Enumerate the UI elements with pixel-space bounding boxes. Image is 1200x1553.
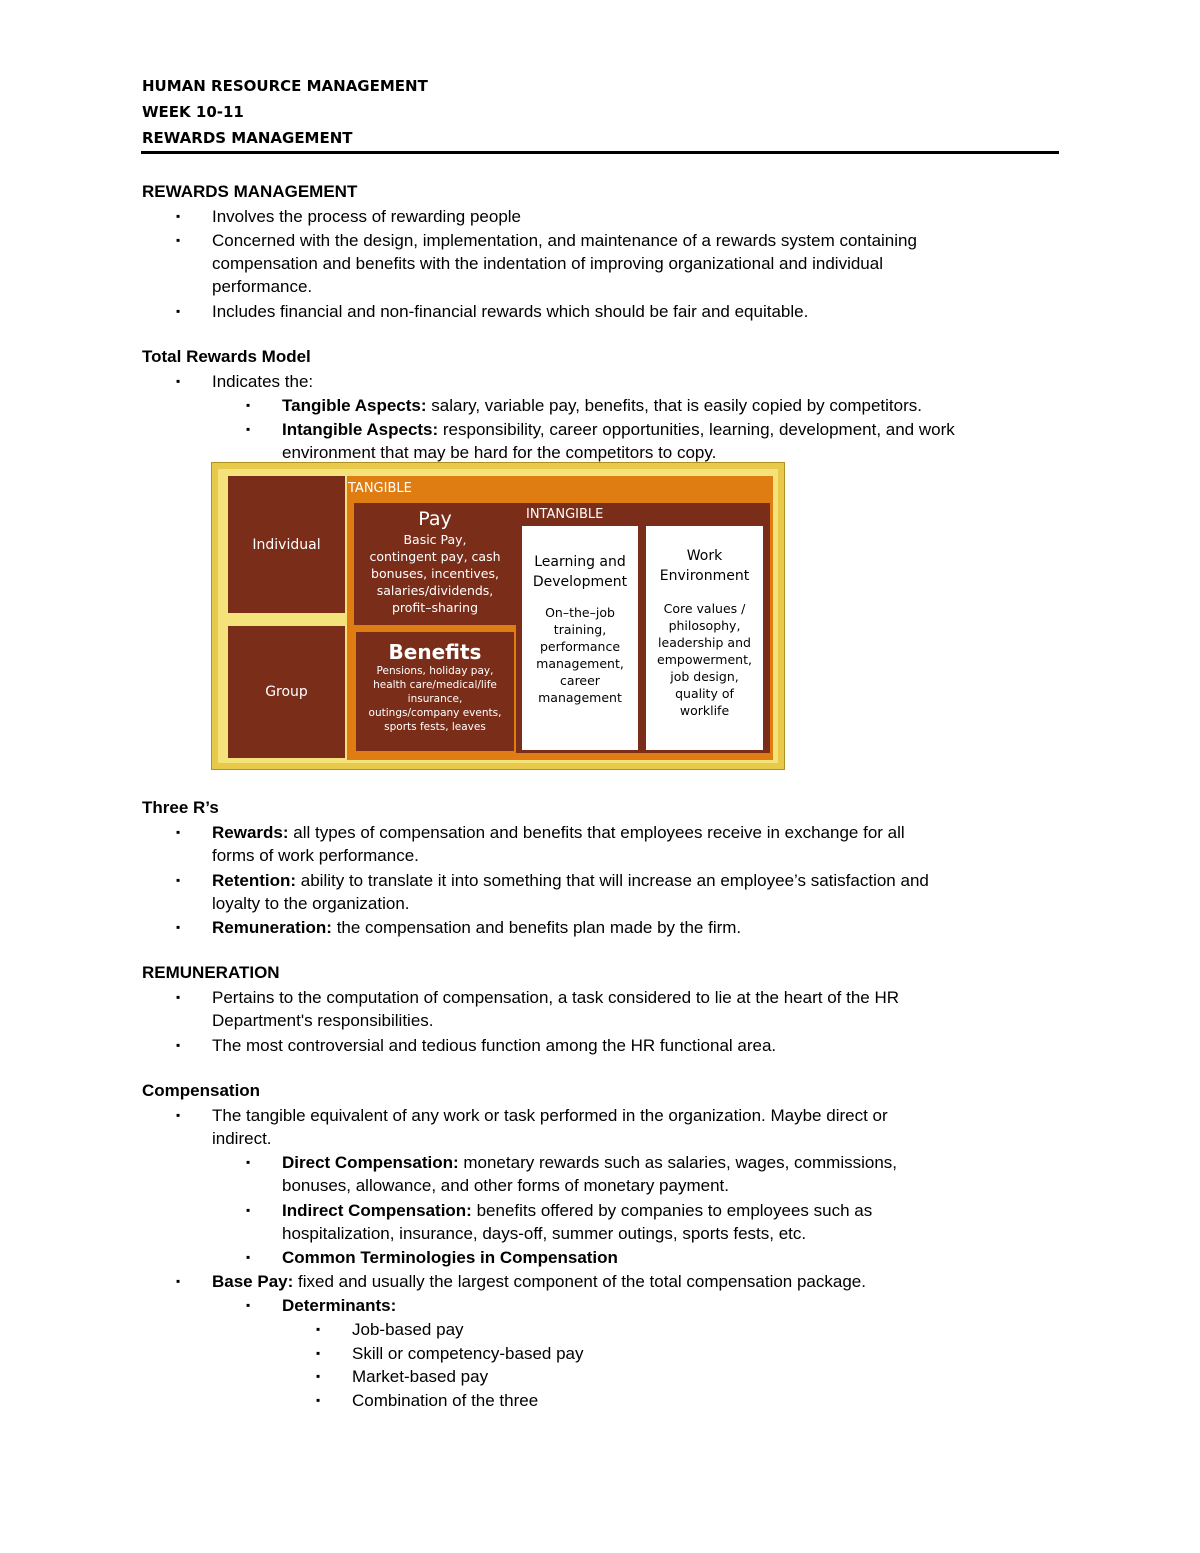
list-item: ▪ Skill or competency-based pay: [316, 1344, 584, 1363]
list-item: ▪ Base Pay: fixed and usually the largest component of the total compensation package.: [176, 1272, 866, 1291]
list-item: ▪ Indirect Compensation: benefits offered by companies to employees such as hospitalization, insurance, days-off, summer outings, sports fests, etc.: [246, 1201, 873, 1243]
list-item: ▪ Pertains to the computation of compensation, a task considered to lie at the heart of the HR Department's responsibilities.: [176, 988, 900, 1030]
list-item: ▪ Concerned with the design, implementation, and maintenance of a rewards system containing compensation and benefits with the indentation of improving organizational and individual performance.: [176, 231, 917, 296]
week-label: WEEK 10-11: [142, 103, 244, 121]
list-item: ▪ Includes financial and non-financial rewards which should be fair and equitable.: [176, 302, 809, 321]
pay-title: Pay: [418, 508, 452, 530]
group-label: Group: [265, 684, 308, 700]
list-item: ▪ Rewards: all types of compensation and benefits that employees receive in exchange for all forms of work performance.: [176, 823, 905, 865]
group-box: [228, 626, 345, 758]
work-environment-box: Work Environment Core values / philosophy, leadership and empowerment, job design, quality of worklife: [646, 526, 763, 750]
section-heading-rewards-management: REWARDS MANAGEMENT: [142, 182, 358, 201]
individual-box: [228, 476, 345, 613]
benefits-title: Benefits: [388, 640, 482, 664]
list-item: ▪ Remuneration: the compensation and benefits plan made by the firm.: [176, 918, 742, 937]
section-heading-compensation: Compensation: [142, 1081, 261, 1100]
tangible-label: TANGIBLE: [348, 481, 412, 496]
total-rewards-diagram: [211, 462, 785, 770]
learning-development-box: Learning and Development On–the–job training, performance management, career management: [522, 526, 638, 750]
intangible-label: INTANGIBLE: [526, 507, 604, 522]
course-title: HUMAN RESOURCE MANAGEMENT: [142, 77, 428, 95]
individual-label: Individual: [252, 536, 321, 553]
section-heading-total-rewards: Total Rewards Model: [142, 347, 311, 366]
list-item: ▪ Indicates the:: [176, 372, 314, 391]
list-item: ▪ Intangible Aspects: responsibility, career opportunities, learning, development, and work environment that may be hard for the competitors to copy.: [246, 420, 955, 462]
list-item: ▪ The most controversial and tedious function among the HR functional area.: [176, 1036, 777, 1055]
list-item: ▪ Tangible Aspects: salary, variable pay, benefits, that is easily copied by competitors.: [246, 396, 922, 415]
list-item: ▪ Direct Compensation: monetary rewards such as salaries, wages, commissions, bonuses, allowance, and other forms of monetary payment.: [246, 1153, 898, 1195]
section-heading-remuneration: REMUNERATION: [142, 963, 280, 982]
header-divider: [141, 151, 1059, 154]
list-item: ▪ Involves the process of rewarding people: [176, 207, 522, 226]
list-item: ▪ Job-based pay: [316, 1320, 464, 1339]
list-item: ▪ Common Terminologies in Compensation: [246, 1248, 618, 1267]
section-heading-three-rs: Three R’s: [142, 798, 219, 817]
benefits-box: Benefits Pensions, holiday pay, health care/medical/life insurance, outings/company events, sports fests, leaves: [354, 630, 516, 753]
pay-box: Pay Basic Pay, contingent pay, cash bonuses, incentives, salaries/dividends, profit–sharing: [354, 503, 516, 625]
list-item: ▪ The tangible equivalent of any work or task performed in the organization. Maybe direct or indirect.: [176, 1106, 888, 1148]
list-item: ▪ Market-based pay: [316, 1367, 489, 1386]
topic-label: REWARDS MANAGEMENT: [142, 129, 353, 147]
list-item: ▪ Retention: ability to translate it into something that will increase an employee’s satisfaction and loyalty to the organization.: [176, 871, 929, 913]
list-item: ▪ Combination of the three: [316, 1391, 539, 1410]
list-item: ▪ Determinants:: [246, 1296, 397, 1315]
